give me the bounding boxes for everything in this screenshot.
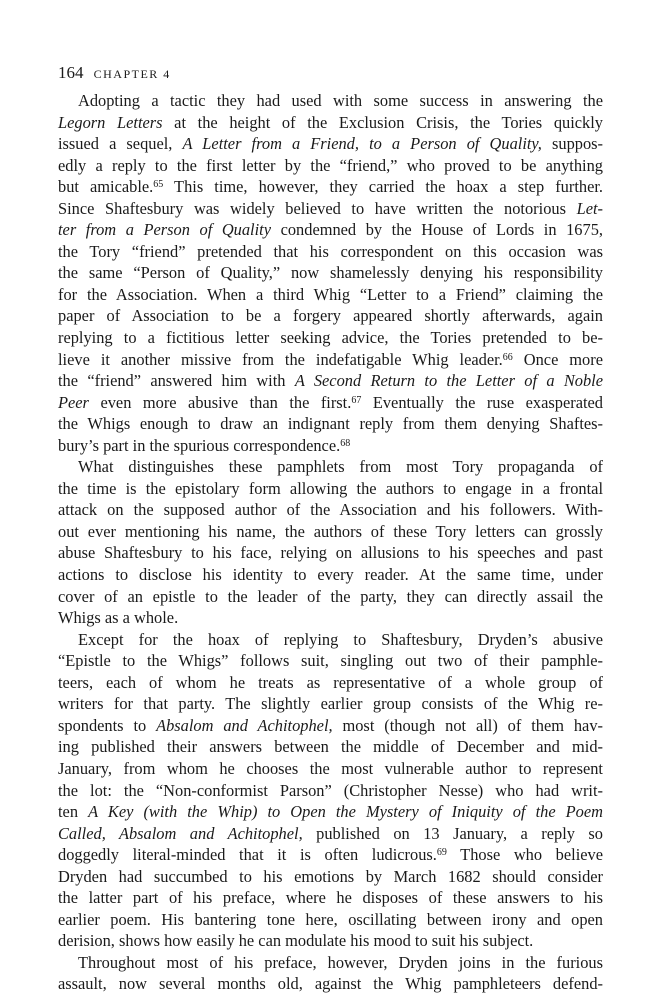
text-run: edly a reply to the first letter by the “friend,” who proved to be anything (58, 155, 603, 175)
text-line (58, 176, 603, 198)
text-run: This time, however, they carried the hoax a step further. (163, 177, 604, 197)
text-run: condemned by the House of Lords in 1675, (271, 220, 603, 240)
text-run: the latter part of his preface, where he disposes of these answers to his (58, 888, 603, 908)
text-run: Once more (512, 349, 603, 369)
text-run: bury’s part in the spurious correspondence. (58, 435, 341, 455)
text-run: teers, each of whom he treats as representative of a whole group of (58, 672, 603, 692)
text-line (58, 112, 603, 134)
text-run: cover of an epistle to the leader of the party, they can directly assail the (58, 586, 603, 606)
text-run: earlier poem. His bantering tone here, oscillating between irony and open (58, 909, 603, 929)
text-line (58, 327, 603, 349)
text-line (58, 650, 603, 672)
italic-title: Called, Absalom and Achitophel, (58, 823, 303, 843)
paragraph (58, 629, 603, 952)
text-run: at the height of the Exclusion Crisis, the Tories quickly (162, 112, 603, 132)
text-line (58, 758, 603, 780)
text-line (58, 349, 603, 371)
text-line (58, 456, 603, 478)
footnote-ref: 68 (340, 437, 351, 449)
body-text (58, 90, 603, 995)
text-run: issued a sequel, (58, 134, 183, 154)
text-line (58, 219, 603, 241)
text-line (58, 499, 603, 521)
text-line (58, 629, 603, 651)
text-run: the lot: the “Non-conformist Parson” (Christopher Nesse) who had writ- (58, 780, 603, 800)
page-number: 164 (58, 63, 84, 82)
text-run: derision, shows how easily he can modulate his mood to suit his subject. (58, 931, 534, 951)
text-line (58, 866, 603, 888)
text-run: but amicable. (58, 177, 154, 197)
text-run: the “friend” answered him with (58, 371, 295, 391)
text-line (58, 801, 603, 823)
text-line (58, 844, 603, 866)
text-run: even more abusive than the first. (88, 392, 352, 412)
text-run: most (though not all) of them hav- (332, 715, 603, 735)
text-line (58, 155, 603, 177)
text-line (58, 392, 603, 414)
italic-title: Peer (58, 392, 89, 412)
paragraph (58, 456, 603, 628)
footnote-ref: 69 (436, 847, 447, 859)
text-line (58, 521, 603, 543)
text-run: doggedly literal-minded that it is often ludicrous. (58, 845, 437, 865)
text-run: Whigs as a whole. (58, 608, 179, 628)
footnote-ref: 65 (153, 179, 164, 191)
text-run: the same “Person of Quality,” now shamelessly denying his responsibility (58, 263, 603, 283)
text-run: January, from whom he chooses the most vulnerable author to represent (58, 758, 603, 778)
text-run: the time is the epistolary form allowing the authors to engage in a frontal (58, 478, 603, 498)
text-run: Dryden had succumbed to his emotions by March 1682 should consider (58, 866, 603, 886)
text-run: replying to a fictitious letter seeking advice, the Tories pretended to be- (58, 328, 603, 348)
text-line (58, 607, 603, 629)
text-line (58, 198, 603, 220)
italic-title: ter from a Person of Quality (58, 220, 271, 240)
text-run: paper of Association to be a forgery appeared shortly afterwards, again (58, 306, 603, 326)
text-run: What distinguishes these pamphlets from most Tory propaganda of (78, 457, 603, 477)
text-run: lieve it another missive from the indefatigable Whig leader. (58, 349, 503, 369)
text-run: writers for that party. The slightly earlier group consists of the Whig re- (58, 694, 603, 714)
text-run: the Tory “friend” pretended that his correspondent on this occasion was (58, 241, 603, 261)
text-line (58, 305, 603, 327)
text-run: Adopting a tactic they had used with some success in answering the (78, 91, 603, 110)
italic-title: A Letter from a Friend, to a Person of Quality, (182, 134, 542, 154)
text-line (58, 909, 603, 931)
footnote-ref: 67 (351, 394, 362, 406)
text-line (58, 435, 603, 457)
text-line (58, 693, 603, 715)
text-line (58, 780, 603, 802)
text-line (58, 90, 603, 112)
text-line (58, 370, 603, 392)
italic-title: A Key (with the Whip) to Open the Mystery of Iniquity of the Poem (88, 802, 603, 822)
text-line (58, 542, 603, 564)
text-line (58, 887, 603, 909)
footnote-ref: 66 (502, 351, 513, 363)
text-line (58, 736, 603, 758)
text-line (58, 413, 603, 435)
text-run: out ever mentioning his name, the authors of these Tory letters can grossly (58, 521, 603, 541)
text-run: Eventually the ruse exasperated (361, 392, 603, 412)
text-run: for the Association. When a third Whig “Letter to a Friend” claiming the (58, 284, 603, 304)
text-run: assault, now several months old, against the Whig pamphleteers defend- (58, 974, 603, 994)
italic-title: A Second Return to the Letter of a Noble (294, 371, 603, 391)
text-line (58, 823, 603, 845)
text-run: “Epistle to the Whigs” follows suit, singling out two of their pamphle- (58, 651, 603, 671)
text-run: published on 13 January, a reply so (302, 823, 603, 843)
italic-title: Legorn Letters (58, 112, 163, 132)
text-run: the Whigs enough to draw an indignant reply from them denying Shaftes- (58, 414, 603, 434)
text-line (58, 930, 603, 952)
text-line (58, 715, 603, 737)
paragraph (58, 90, 603, 456)
italic-title: Let- (576, 198, 603, 218)
text-line (58, 262, 603, 284)
text-line (58, 241, 603, 263)
text-line (58, 973, 603, 995)
text-line (58, 586, 603, 608)
text-run: ten (58, 802, 89, 822)
text-run: attack on the supposed author of the Association and his followers. With- (58, 500, 603, 520)
paragraph (58, 952, 603, 995)
text-line (58, 284, 603, 306)
text-line (58, 952, 603, 974)
text-line (58, 564, 603, 586)
text-run: ing published their answers between the middle of December and mid- (58, 737, 603, 757)
text-run: Throughout most of his preface, however, Dryden joins in the furious (78, 952, 603, 972)
text-line (58, 478, 603, 500)
text-run: Those who believe (446, 845, 603, 865)
text-line (58, 672, 603, 694)
text-run: Except for the hoax of replying to Shaftesbury, Dryden’s abusive (78, 629, 603, 649)
book-page (58, 62, 603, 995)
text-run: Since Shaftesbury was widely believed to have written the notorious (58, 198, 577, 218)
text-run: suppos- (541, 134, 603, 154)
text-run: abuse Shaftesbury to his face, relying on allusions to his speeches and past (58, 543, 603, 563)
running-header (58, 62, 603, 86)
text-line (58, 133, 603, 155)
text-run: spondents to (58, 715, 157, 735)
italic-title: Absalom and Achitophel, (156, 715, 333, 735)
text-run: actions to disclose his identity to every reader. At the same time, under (58, 565, 603, 585)
chapter-label: CHAPTER 4 (93, 67, 171, 81)
